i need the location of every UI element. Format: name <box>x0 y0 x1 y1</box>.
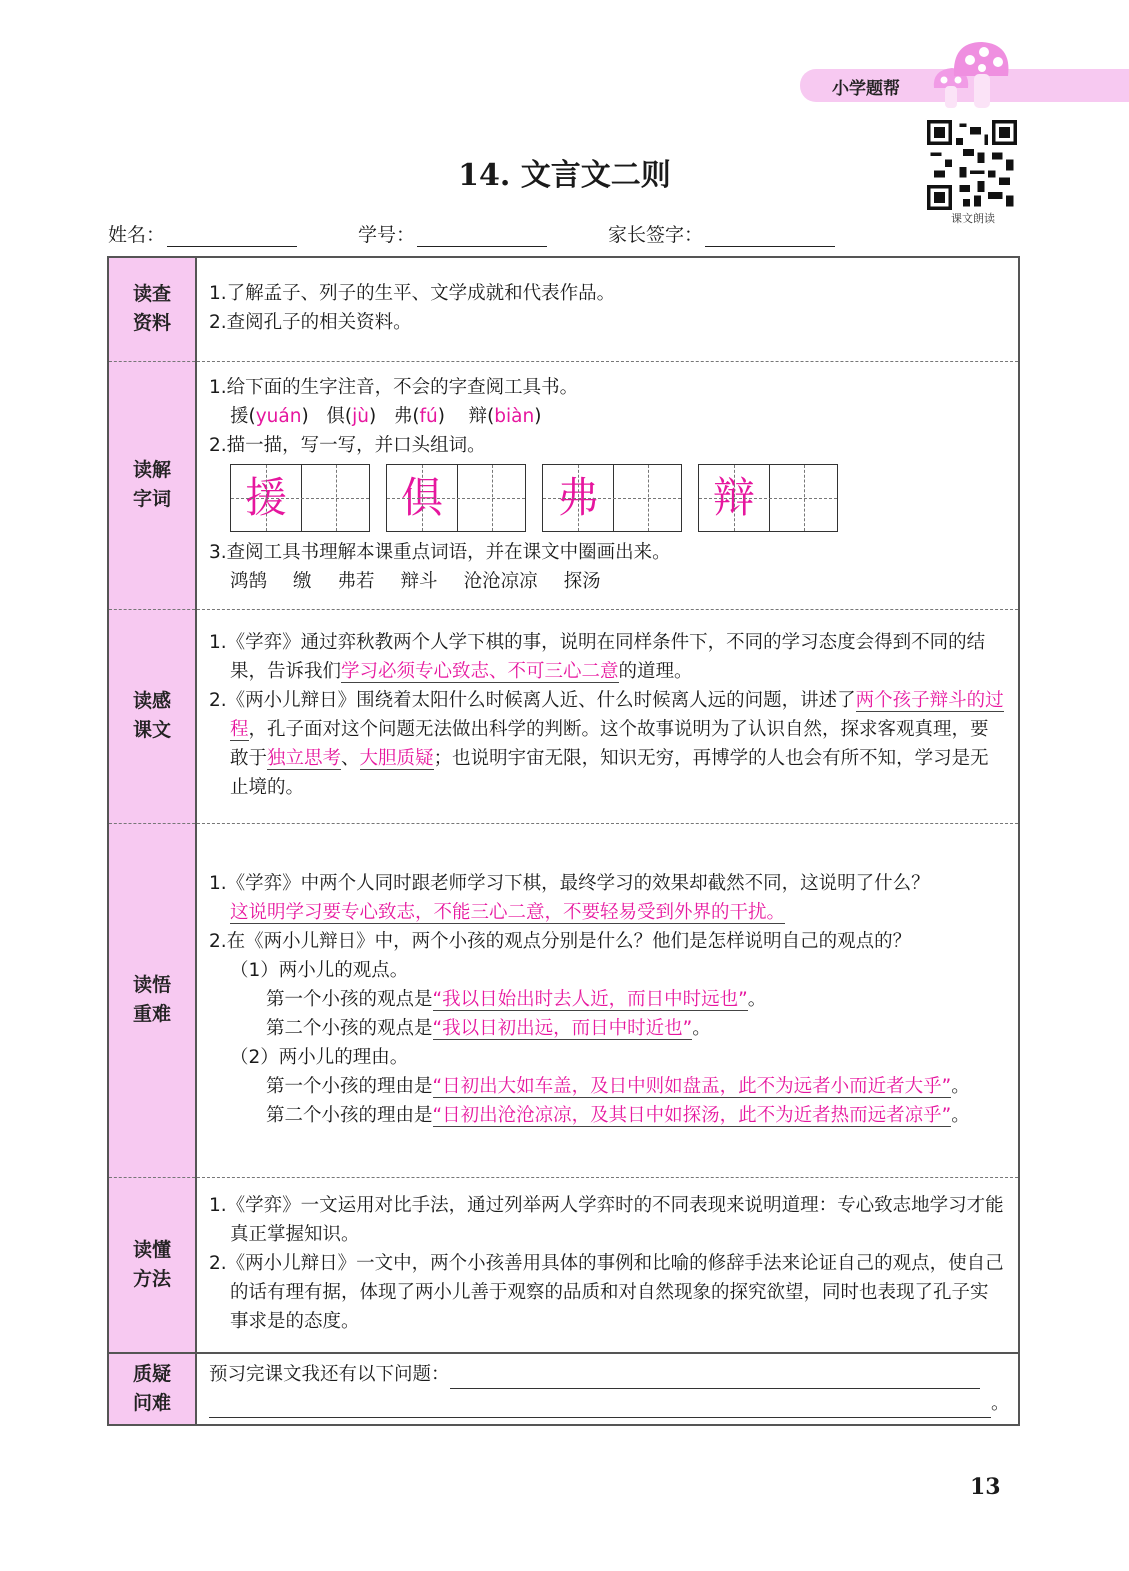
section-label: 读查资料 <box>108 257 196 361</box>
writing-grid[interactable]: 俱 <box>386 464 526 532</box>
section-research <box>108 257 1019 361</box>
view-1: 第一个小孩的观点是“我以日始出时去人近，而日中时远也”。 <box>266 988 767 1010</box>
writing-grid[interactable]: 弗 <box>542 464 682 532</box>
vocab-item-3: 3.查阅工具书理解本课重点词语，并在课文中圈画出来。 <box>209 541 671 563</box>
section-difficulties <box>108 823 1019 1177</box>
writing-grid[interactable]: 援 <box>230 464 370 532</box>
mushroom-icon <box>912 40 1012 112</box>
page-number: 13 <box>970 1474 1001 1500</box>
reason-2: 第二个小孩的理由是“日初出沧沧凉凉，及其日中如探汤，此不为近者热而远者凉乎”。 <box>266 1104 970 1126</box>
reason-1: 第一个小孩的理由是“日初出大如车盖，及日中则如盘盂，此不为远者小而近者大乎”。 <box>266 1075 970 1097</box>
student-id-label: 学号： <box>358 224 416 246</box>
feeling-item-2: 2.《两小儿辩日》围绕着太阳什么时候离人近、什么时候离人远的问题，讲述了两个孩子辩斗的过程，孔子面对这个问题无法做出科学的判断。这个故事说明为了认识自然，探求客观真理，要敢于独立思考、大胆质疑；也说明宇宙无限，知识无穷，再博学的人也会有所不知，学习是无止境的。 <box>209 690 1004 798</box>
pinyin-row: 援(yuán) 俱(jù) 弗(fú) 辩(biàn) <box>230 405 542 427</box>
student-id-field[interactable] <box>358 220 547 247</box>
parent-signature-field[interactable] <box>608 220 835 247</box>
page-title: 14. 文言文二则 <box>458 158 671 193</box>
question-2: 2.在《两小儿辩日》中，两个小孩的观点分别是什么？他们是怎样说明自己的观点的？ <box>209 930 912 952</box>
student-info-row <box>108 220 849 248</box>
feeling-item-1: 1.《学弈》通过弈秋教两个人学下棋的事，说明在同样条件下，不同的学习态度会得到不同的结果，告诉我们学习必须专心致志、不可三心二意的道理。 <box>209 632 986 682</box>
section-vocabulary <box>108 361 1019 609</box>
questions-line-2: 。 <box>209 1389 1006 1418</box>
name-field[interactable] <box>108 220 297 247</box>
parent-signature-label: 家长签字： <box>608 224 704 246</box>
badge-label: 小学题帮 <box>832 79 900 99</box>
research-item: 2.查阅孔子的相关资料。 <box>209 312 412 334</box>
section-label: 读悟重难 <box>108 823 196 1177</box>
subheading-views: （1）两小儿的观点。 <box>230 959 409 981</box>
question-answer-line[interactable] <box>209 1395 991 1418</box>
subheading-reasons: （2）两小儿的理由。 <box>230 1046 409 1068</box>
section-label: 读感课文 <box>108 609 196 823</box>
section-text-feeling <box>108 609 1019 823</box>
key-words: 鸿鹄 缴 弗若 辩斗 沧沧凉凉 探汤 <box>230 570 601 592</box>
vocab-item-2: 2.描一描，写一写，并口头组词。 <box>209 434 486 456</box>
section-label: 质疑问难 <box>108 1353 196 1425</box>
vocab-item-1: 1.给下面的生字注音，不会的字查阅工具书。 <box>209 376 579 398</box>
method-item: 2.《两小儿辩日》一文中，两个小孩善用具体的事例和比喻的修辞手法来论证自己的观点，使自己的话有理有据，体现了两小儿善于观察的品质和对自然现象的探究欲望，同时也表现了孔子实事求是的态度。 <box>209 1253 1004 1333</box>
qr-caption: 课文朗读 <box>951 212 995 225</box>
section-questions <box>108 1353 1019 1425</box>
section-label: 读懂方法 <box>108 1177 196 1353</box>
questions-prompt-row: 预习完课文我还有以下问题： <box>209 1360 1006 1389</box>
section-label: 读解字词 <box>108 361 196 609</box>
question-1: 1.《学弈》中两个人同时跟老师学习下棋，最终学习的效果却截然不同，这说明了什么？ <box>209 872 930 894</box>
method-item: 1.《学弈》一文运用对比手法，通过列举两人学弈时的不同表现来说明道理：专心致志地学习才能真正掌握知识。 <box>209 1195 1004 1246</box>
name-label: 姓名： <box>108 224 166 246</box>
research-item: 1.了解孟子、列子的生平、文学成就和代表作品。 <box>209 283 616 305</box>
writing-grid[interactable]: 辩 <box>698 464 838 532</box>
worksheet-table <box>107 256 1020 1426</box>
view-2: 第二个小孩的观点是“我以日初出远，而日中时近也”。 <box>266 1017 711 1039</box>
question-answer-line[interactable] <box>450 1366 980 1389</box>
writing-grids <box>230 464 1006 532</box>
section-methods <box>108 1177 1019 1353</box>
answer-1: 这说明学习要专心致志，不能三心二意，不要轻易受到外界的干扰。 <box>230 901 786 923</box>
